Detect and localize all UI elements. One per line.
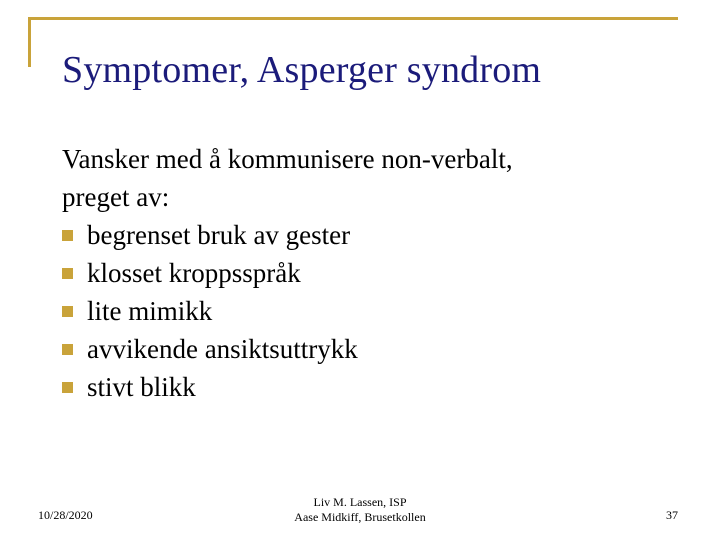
square-bullet-icon bbox=[62, 306, 73, 317]
footer-author bbox=[260, 495, 460, 525]
slide-body bbox=[62, 140, 682, 406]
list-item bbox=[62, 254, 682, 292]
intro-line: preget av: bbox=[62, 182, 170, 212]
intro-line: Vansker med å kommunisere non-verbalt, bbox=[62, 144, 513, 174]
page-number: 37 bbox=[666, 508, 678, 522]
list-item-text: stivt blikk bbox=[87, 372, 196, 402]
list-item-text: avvikende ansiktsuttrykk bbox=[87, 334, 358, 364]
list-item bbox=[62, 368, 682, 406]
footer-author-line: Liv M. Lassen, ISP bbox=[313, 495, 407, 509]
square-bullet-icon bbox=[62, 382, 73, 393]
symptom-list bbox=[62, 216, 682, 406]
square-bullet-icon bbox=[62, 230, 73, 241]
list-item bbox=[62, 330, 682, 368]
footer-date: 10/28/2020 bbox=[38, 508, 93, 522]
list-item-text: klosset kroppsspråk bbox=[87, 258, 301, 288]
footer-author-line: Aase Midkiff, Brusetkollen bbox=[294, 510, 426, 524]
list-item-text: begrenset bruk av gester bbox=[87, 220, 351, 250]
slide-title: Symptomer, Asperger syndrom bbox=[62, 49, 542, 91]
square-bullet-icon bbox=[62, 344, 73, 355]
list-item bbox=[62, 292, 682, 330]
slide-frame-top-rule bbox=[28, 17, 678, 20]
slide-frame-left-rule bbox=[28, 17, 31, 67]
list-item bbox=[62, 216, 682, 254]
list-item-text: lite mimikk bbox=[87, 296, 213, 326]
square-bullet-icon bbox=[62, 268, 73, 279]
